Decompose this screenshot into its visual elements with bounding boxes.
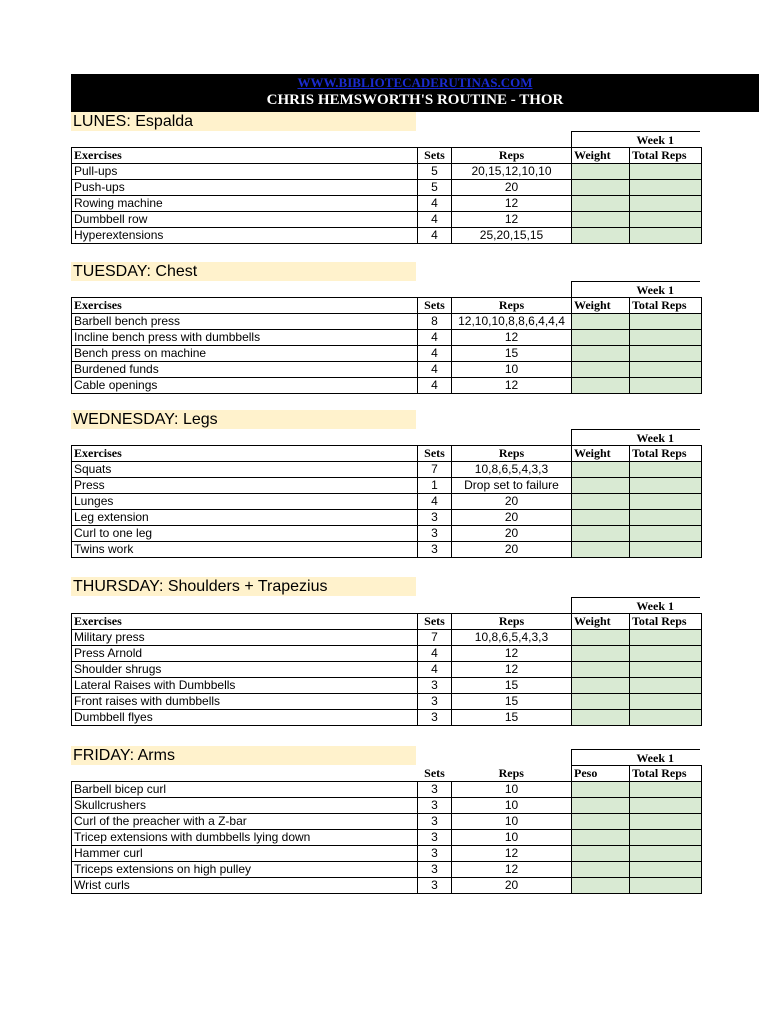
table-header-row — [72, 298, 702, 314]
weight-cell[interactable] — [572, 212, 630, 228]
weight-cell[interactable] — [572, 228, 630, 244]
exercise-reps: 10 — [452, 830, 572, 846]
day-label-thursday: THURSDAY: Shoulders + Trapezius — [71, 577, 416, 596]
reps-header: Reps — [452, 148, 572, 164]
total-reps-cell[interactable] — [630, 180, 702, 196]
exercise-sets: 3 — [418, 782, 452, 798]
weight-cell[interactable] — [572, 478, 630, 494]
weight-cell[interactable] — [572, 878, 630, 894]
exercise-name: Cable openings — [72, 378, 418, 394]
exercise-reps: 12 — [452, 662, 572, 678]
weight-header: Peso — [572, 766, 630, 782]
week-label: Week 1 — [571, 429, 700, 445]
exercise-name: Lunges — [72, 494, 418, 510]
exercise-name: Press — [72, 478, 418, 494]
total-reps-cell[interactable] — [630, 630, 702, 646]
total-reps-cell[interactable] — [630, 346, 702, 362]
table-row — [72, 694, 702, 710]
table-row — [72, 542, 702, 558]
exercise-name: Hyperextensions — [72, 228, 418, 244]
exercise-name: Wrist curls — [72, 878, 418, 894]
weight-cell[interactable] — [572, 630, 630, 646]
table-row — [72, 630, 702, 646]
total-reps-cell[interactable] — [630, 678, 702, 694]
exercise-reps: 10,8,6,5,4,3,3 — [452, 462, 572, 478]
weight-cell[interactable] — [572, 830, 630, 846]
exercise-name: Pull-ups — [72, 164, 418, 180]
total-reps-cell[interactable] — [630, 164, 702, 180]
exercise-name: Push-ups — [72, 180, 418, 196]
table-row — [72, 212, 702, 228]
weight-cell[interactable] — [572, 346, 630, 362]
exercise-reps: 20,15,12,10,10 — [452, 164, 572, 180]
exercise-reps: 12 — [452, 212, 572, 228]
total-reps-cell[interactable] — [630, 494, 702, 510]
total-reps-cell[interactable] — [630, 798, 702, 814]
exercise-sets: 4 — [418, 646, 452, 662]
total-reps-cell[interactable] — [630, 526, 702, 542]
total-reps-header: Total Reps — [630, 148, 702, 164]
exercise-sets: 1 — [418, 478, 452, 494]
exercise-sets: 3 — [418, 798, 452, 814]
weight-cell[interactable] — [572, 330, 630, 346]
total-reps-cell[interactable] — [630, 314, 702, 330]
weight-cell[interactable] — [572, 510, 630, 526]
exercise-name: Rowing machine — [72, 196, 418, 212]
week-label: Week 1 — [571, 281, 700, 297]
exercise-sets: 3 — [418, 814, 452, 830]
exercise-sets: 3 — [418, 694, 452, 710]
exercise-sets: 3 — [418, 542, 452, 558]
exercise-name: Press Arnold — [72, 646, 418, 662]
website-link[interactable]: WWW.BIBLIOTECADERUTINAS.COM — [297, 75, 533, 90]
exercise-sets: 4 — [418, 662, 452, 678]
weight-cell[interactable] — [572, 494, 630, 510]
exercise-reps: 10 — [452, 782, 572, 798]
exercise-name: Leg extension — [72, 510, 418, 526]
total-reps-header: Total Reps — [630, 446, 702, 462]
table-header-row — [72, 446, 702, 462]
exercise-sets: 7 — [418, 630, 452, 646]
weight-cell[interactable] — [572, 846, 630, 862]
table-header-row — [72, 148, 702, 164]
exercise-reps: 20 — [452, 542, 572, 558]
exercises-header: Exercises — [72, 148, 418, 164]
exercise-name: Dumbbell row — [72, 212, 418, 228]
weight-cell[interactable] — [572, 814, 630, 830]
table-row — [72, 462, 702, 478]
exercises-header-blank — [72, 766, 418, 782]
exercise-name: Barbell bicep curl — [72, 782, 418, 798]
total-reps-cell[interactable] — [630, 228, 702, 244]
exercise-name: Shoulder shrugs — [72, 662, 418, 678]
exercise-name: Curl of the preacher with a Z-bar — [72, 814, 418, 830]
day-label-friday: FRIDAY: Arms — [71, 746, 416, 765]
weight-cell[interactable] — [572, 542, 630, 558]
exercise-sets: 3 — [418, 526, 452, 542]
day-label-monday: LUNES: Espalda — [71, 112, 416, 131]
exercise-reps: 10 — [452, 362, 572, 378]
day-label-wednesday: WEDNESDAY: Legs — [71, 410, 416, 429]
weight-cell[interactable] — [572, 196, 630, 212]
table-row — [72, 814, 702, 830]
sets-header: Sets — [418, 614, 452, 630]
exercise-name: Military press — [72, 630, 418, 646]
exercise-reps: 15 — [452, 678, 572, 694]
total-reps-header: Total Reps — [630, 298, 702, 314]
weight-cell[interactable] — [572, 662, 630, 678]
exercise-sets: 4 — [418, 494, 452, 510]
exercise-name: Curl to one leg — [72, 526, 418, 542]
exercise-table-monday — [71, 147, 702, 244]
table-row — [72, 228, 702, 244]
total-reps-cell[interactable] — [630, 830, 702, 846]
weight-cell[interactable] — [572, 862, 630, 878]
weight-header: Weight — [572, 446, 630, 462]
exercise-sets: 4 — [418, 346, 452, 362]
exercise-sets: 4 — [418, 330, 452, 346]
total-reps-cell[interactable] — [630, 510, 702, 526]
exercise-sets: 3 — [418, 878, 452, 894]
table-header-row — [72, 614, 702, 630]
exercise-name: Twins work — [72, 542, 418, 558]
table-row — [72, 710, 702, 726]
weight-cell[interactable] — [572, 180, 630, 196]
exercise-sets: 4 — [418, 362, 452, 378]
table-row — [72, 862, 702, 878]
sets-header: Sets — [418, 298, 452, 314]
reps-header: Reps — [452, 614, 572, 630]
exercise-reps: 12 — [452, 330, 572, 346]
exercises-header: Exercises — [72, 298, 418, 314]
total-reps-cell[interactable] — [630, 846, 702, 862]
total-reps-cell[interactable] — [630, 212, 702, 228]
total-reps-cell[interactable] — [630, 662, 702, 678]
week-label: Week 1 — [571, 749, 700, 765]
weight-header: Weight — [572, 614, 630, 630]
sets-header: Sets — [424, 765, 445, 780]
total-reps-cell[interactable] — [630, 862, 702, 878]
exercise-reps: 15 — [452, 710, 572, 726]
exercise-sets: 3 — [418, 678, 452, 694]
table-row — [72, 180, 702, 196]
weight-cell[interactable] — [572, 694, 630, 710]
table-row — [72, 782, 702, 798]
page-header — [71, 74, 759, 112]
total-reps-header: Total Reps — [630, 614, 702, 630]
total-reps-cell[interactable] — [630, 462, 702, 478]
reps-header: Reps — [498, 765, 524, 780]
exercise-reps: 20 — [452, 526, 572, 542]
weight-cell[interactable] — [572, 314, 630, 330]
weight-cell[interactable] — [572, 678, 630, 694]
total-reps-cell[interactable] — [630, 710, 702, 726]
page-title: CHRIS HEMSWORTH'S ROUTINE - THOR — [266, 92, 564, 108]
exercise-sets: 3 — [418, 846, 452, 862]
exercise-reps: 12 — [452, 646, 572, 662]
total-reps-cell[interactable] — [630, 478, 702, 494]
table-row — [72, 878, 702, 894]
week-label: Week 1 — [571, 131, 700, 147]
exercise-reps: 12 — [452, 862, 572, 878]
weight-header: Weight — [572, 148, 630, 164]
exercise-sets: 4 — [418, 228, 452, 244]
weight-cell[interactable] — [572, 462, 630, 478]
total-reps-cell[interactable] — [630, 646, 702, 662]
table-row — [72, 678, 702, 694]
exercise-name: Bench press on machine — [72, 346, 418, 362]
exercise-sets: 4 — [418, 196, 452, 212]
exercise-sets: 3 — [418, 510, 452, 526]
exercise-reps: 10 — [452, 814, 572, 830]
exercise-name: Barbell bench press — [72, 314, 418, 330]
exercise-reps: 10,8,6,5,4,3,3 — [452, 630, 572, 646]
total-reps-cell[interactable] — [630, 378, 702, 394]
table-header-row — [72, 766, 702, 782]
table-row — [72, 494, 702, 510]
exercise-sets: 4 — [418, 378, 452, 394]
exercise-name: Dumbbell flyes — [72, 710, 418, 726]
exercise-reps: 20 — [452, 180, 572, 196]
exercise-name: Tricep extensions with dumbbells lying down — [72, 830, 418, 846]
table-row — [72, 510, 702, 526]
exercise-table-thursday — [71, 613, 702, 726]
table-row — [72, 526, 702, 542]
exercise-sets: 3 — [418, 710, 452, 726]
exercise-reps: 15 — [452, 694, 572, 710]
exercise-reps: 20 — [452, 494, 572, 510]
weight-cell[interactable] — [572, 782, 630, 798]
table-row — [72, 646, 702, 662]
exercise-table-friday — [71, 765, 702, 894]
exercise-reps: Drop set to failure — [452, 478, 572, 494]
table-row — [72, 346, 702, 362]
exercise-reps: 12 — [452, 378, 572, 394]
table-row — [72, 378, 702, 394]
exercise-sets: 5 — [418, 164, 452, 180]
exercise-reps: 12 — [452, 846, 572, 862]
week-label: Week 1 — [571, 597, 700, 613]
weight-cell[interactable] — [572, 646, 630, 662]
total-reps-cell[interactable] — [630, 878, 702, 894]
exercises-header: Exercises — [72, 446, 418, 462]
table-row — [72, 196, 702, 212]
exercise-name: Triceps extensions on high pulley — [72, 862, 418, 878]
exercises-header: Exercises — [72, 614, 418, 630]
exercise-name: Squats — [72, 462, 418, 478]
table-row — [72, 330, 702, 346]
reps-header: Reps — [452, 298, 572, 314]
weight-cell[interactable] — [572, 362, 630, 378]
exercise-sets: 3 — [418, 862, 452, 878]
exercise-reps: 12,10,10,8,8,6,4,4,4 — [452, 314, 572, 330]
weight-cell[interactable] — [572, 798, 630, 814]
table-row — [72, 830, 702, 846]
total-reps-cell[interactable] — [630, 782, 702, 798]
table-row — [72, 662, 702, 678]
exercise-name: Lateral Raises with Dumbbells — [72, 678, 418, 694]
weight-cell[interactable] — [572, 378, 630, 394]
sets-header: Sets — [418, 446, 452, 462]
weight-cell[interactable] — [572, 710, 630, 726]
total-reps-cell[interactable] — [630, 196, 702, 212]
weight-cell[interactable] — [572, 526, 630, 542]
table-row — [72, 362, 702, 378]
exercise-sets: 7 — [418, 462, 452, 478]
exercise-sets: 8 — [418, 314, 452, 330]
total-reps-cell[interactable] — [630, 542, 702, 558]
exercise-sets: 3 — [418, 830, 452, 846]
total-reps-header: Total Reps — [630, 766, 702, 782]
exercise-reps: 12 — [452, 196, 572, 212]
exercise-name: Incline bench press with dumbbells — [72, 330, 418, 346]
total-reps-cell[interactable] — [630, 362, 702, 378]
exercise-table-tuesday — [71, 297, 702, 394]
exercise-reps: 20 — [452, 878, 572, 894]
table-row — [72, 164, 702, 180]
weight-header: Weight — [572, 298, 630, 314]
table-row — [72, 798, 702, 814]
exercise-name: Skullcrushers — [72, 798, 418, 814]
total-reps-cell[interactable] — [630, 330, 702, 346]
table-row — [72, 846, 702, 862]
total-reps-cell[interactable] — [630, 814, 702, 830]
exercise-reps: 25,20,15,15 — [452, 228, 572, 244]
exercise-sets: 4 — [418, 212, 452, 228]
total-reps-cell[interactable] — [630, 694, 702, 710]
exercise-name: Front raises with dumbbells — [72, 694, 418, 710]
table-row — [72, 314, 702, 330]
exercise-sets: 5 — [418, 180, 452, 196]
exercise-table-wednesday — [71, 445, 702, 558]
weight-cell[interactable] — [572, 164, 630, 180]
day-label-tuesday: TUESDAY: Chest — [71, 262, 416, 281]
exercise-reps: 15 — [452, 346, 572, 362]
sets-header: Sets — [418, 148, 452, 164]
reps-header: Reps — [452, 446, 572, 462]
exercise-name: Burdened funds — [72, 362, 418, 378]
exercise-reps: 10 — [452, 798, 572, 814]
exercise-name: Hammer curl — [72, 846, 418, 862]
table-row — [72, 478, 702, 494]
exercise-reps: 20 — [452, 510, 572, 526]
